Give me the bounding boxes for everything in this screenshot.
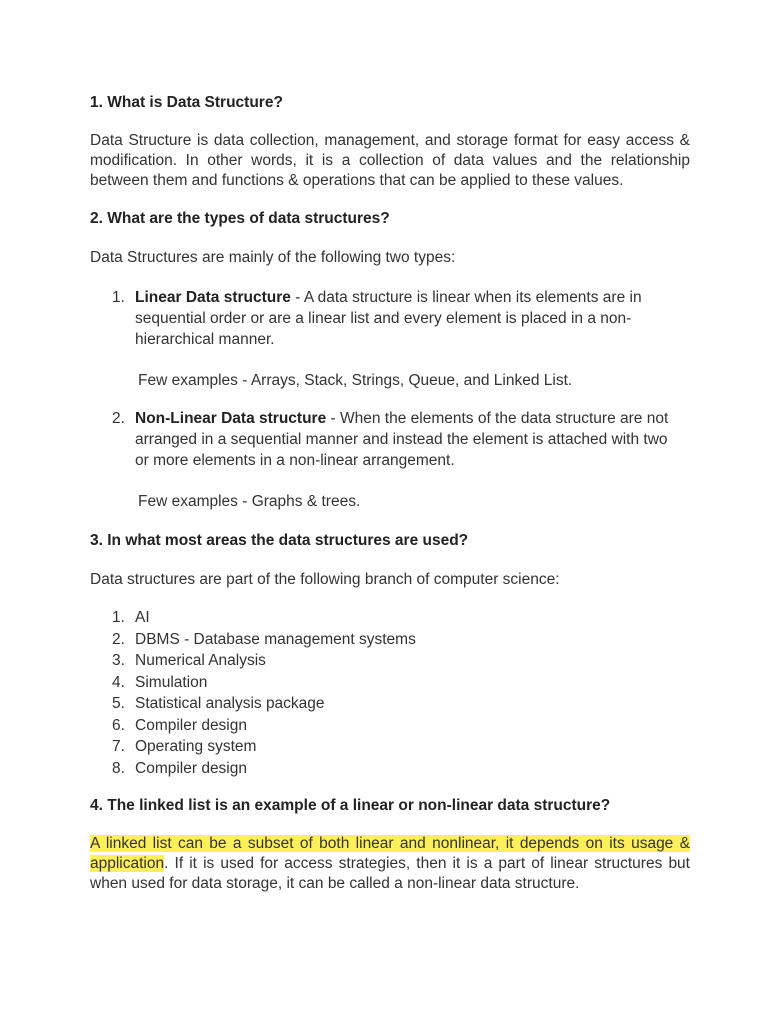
list-item xyxy=(90,629,416,651)
list-number: 6. xyxy=(112,716,125,734)
list-number: 3. xyxy=(112,652,125,669)
list-item-text: Compiler design xyxy=(135,716,247,734)
list-item-text: Compiler design xyxy=(135,759,247,777)
type-term: Non-Linear Data structure xyxy=(135,410,327,427)
list-item-text: DBMS - Database management systems xyxy=(135,630,416,648)
list-item-text: Simulation xyxy=(135,673,208,691)
type-item-non-linear xyxy=(90,408,690,471)
list-item xyxy=(90,715,416,737)
list-item xyxy=(90,650,416,672)
type-examples-linear: Few examples - Arrays, Stack, Strings, Queue, and Linked List. xyxy=(138,372,573,389)
list-item xyxy=(90,693,416,715)
list-number: 7. xyxy=(112,738,125,755)
question-3-intro: Data structures are part of the following branch of computer science: xyxy=(90,571,560,588)
list-item-text: Statistical analysis package xyxy=(135,695,325,712)
list-item-text: Numerical Analysis xyxy=(135,652,266,669)
question-2-intro: Data Structures are mainly of the following two types: xyxy=(90,249,456,266)
type-examples-non-linear: Few examples - Graphs & trees. xyxy=(138,493,361,510)
list-item xyxy=(90,736,416,758)
question-3-heading: 3. In what most areas the data structures are used? xyxy=(90,532,469,549)
list-item xyxy=(90,672,416,694)
type-description: - When the elements of the data structure are not arranged in a sequential manner and instead the element is attached with two or more elements in a non-linear arrangement. xyxy=(135,410,669,469)
list-number: 1. xyxy=(112,289,125,306)
list-number: 1. xyxy=(112,609,125,626)
type-term: Linear Data structure xyxy=(135,289,291,306)
question-4-heading: 4. The linked list is an example of a linear or non-linear data structure? xyxy=(90,797,611,814)
list-item xyxy=(90,607,416,629)
question-2-heading: 2. What are the types of data structures? xyxy=(90,210,390,227)
question-1-answer: Data Structure is data collection, management, and storage format for easy access & modification. In other words, it is a collection of data values and the relationship between them and functions & operations that can be applied to these values. xyxy=(90,132,690,189)
type-item-linear xyxy=(90,287,690,350)
list-number: 4. xyxy=(112,673,125,691)
list-number: 2. xyxy=(112,410,125,427)
list-number: 8. xyxy=(112,759,125,777)
question-1-heading: 1. What is Data Structure? xyxy=(90,94,283,111)
answer-text: . If it is used for access strategies, then it is a part of linear structures but when used for data storage, it can be called a non-linear data structure. xyxy=(90,855,690,892)
type-description: - A data structure is linear when its elements are in sequential order or are a linear list and every element is placed in a non-hierarchical manner. xyxy=(135,289,642,348)
list-item-text: AI xyxy=(135,609,150,626)
list-number: 5. xyxy=(112,695,125,712)
list-item xyxy=(90,758,416,780)
highlighted-text: A linked list can be a subset of both linear and nonlinear, it depends on its usage & application xyxy=(90,835,690,872)
list-item-text: Operating system xyxy=(135,738,257,755)
list-number: 2. xyxy=(112,630,125,648)
areas-list xyxy=(90,607,416,779)
question-4-answer xyxy=(90,834,690,894)
